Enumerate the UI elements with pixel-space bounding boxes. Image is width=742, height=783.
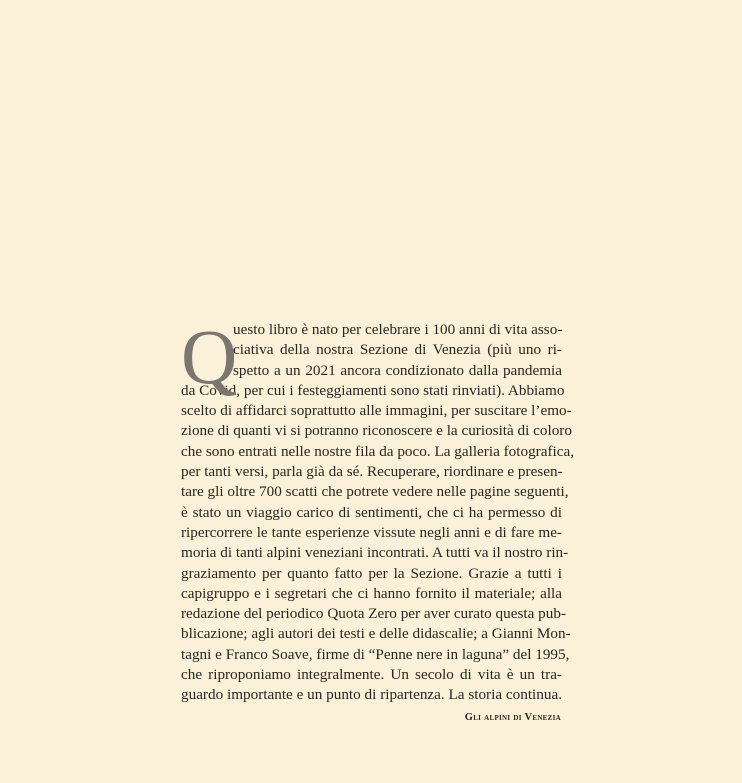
text-line: graziamento per quanto fatto per la Sezione. Grazie a tutti i [181,564,562,582]
text-line: da Covid, per cui i festeggiamenti sono stati rinviati). Abbiamo [181,381,565,399]
text-line: ciativa della nostra Sezione di Venezia (più uno ri- [233,341,562,359]
text-line: blicazione; agli autori dei testi e delle didascalie; a Gianni Mon- [181,625,571,643]
text-line: zione di quanti vi si potranno riconoscere e la curiosità di coloro [181,422,572,440]
text-line: ripercorrere le tante esperienze vissute negli anni e di fare me- [181,523,562,541]
text-line: scelto di affidarci soprattutto alle immagini, per suscitare l’emo- [181,402,572,420]
text-line: uesto libro è nato per celebrare i 100 anni di vita asso- [233,321,563,338]
text-line: guardo importante e un punto di ripartenza. La storia continua. [181,686,562,704]
text-line: tagni e Franco Soave, firme di “Penne nere in laguna” del 1995, [181,645,570,663]
text-line: è stato un viaggio carico di sentimenti, che ci ha permesso di [181,503,562,521]
text-line: per tanti versi, parla già da sé. Recuperare, riordinare e presen- [181,463,563,481]
drop-cap-initial: Q [181,313,238,400]
text-line: redazione del periodico Quota Zero per aver curato questa pub- [181,605,566,623]
text-line: spetto a un 2021 ancora condizionato dalla pandemia [233,361,562,379]
text-line: moria di tanti alpini veneziani incontrati. A tutti va il nostro rin- [181,544,569,562]
preface-text [181,313,575,706]
text-line: capigruppo e i segretari che ci hanno fornito il materiale; alla [181,584,562,602]
signature: Gli alpini di Venezia [464,712,561,723]
text-line: che sono entrati nelle nostre fila da poco. La galleria fotografica, [181,442,575,460]
text-line: che riproponiamo integralmente. Un secolo di vita è un tra- [181,666,562,684]
text-line: tare gli oltre 700 scatti che potrete vedere nelle pagine seguenti, [181,483,569,501]
